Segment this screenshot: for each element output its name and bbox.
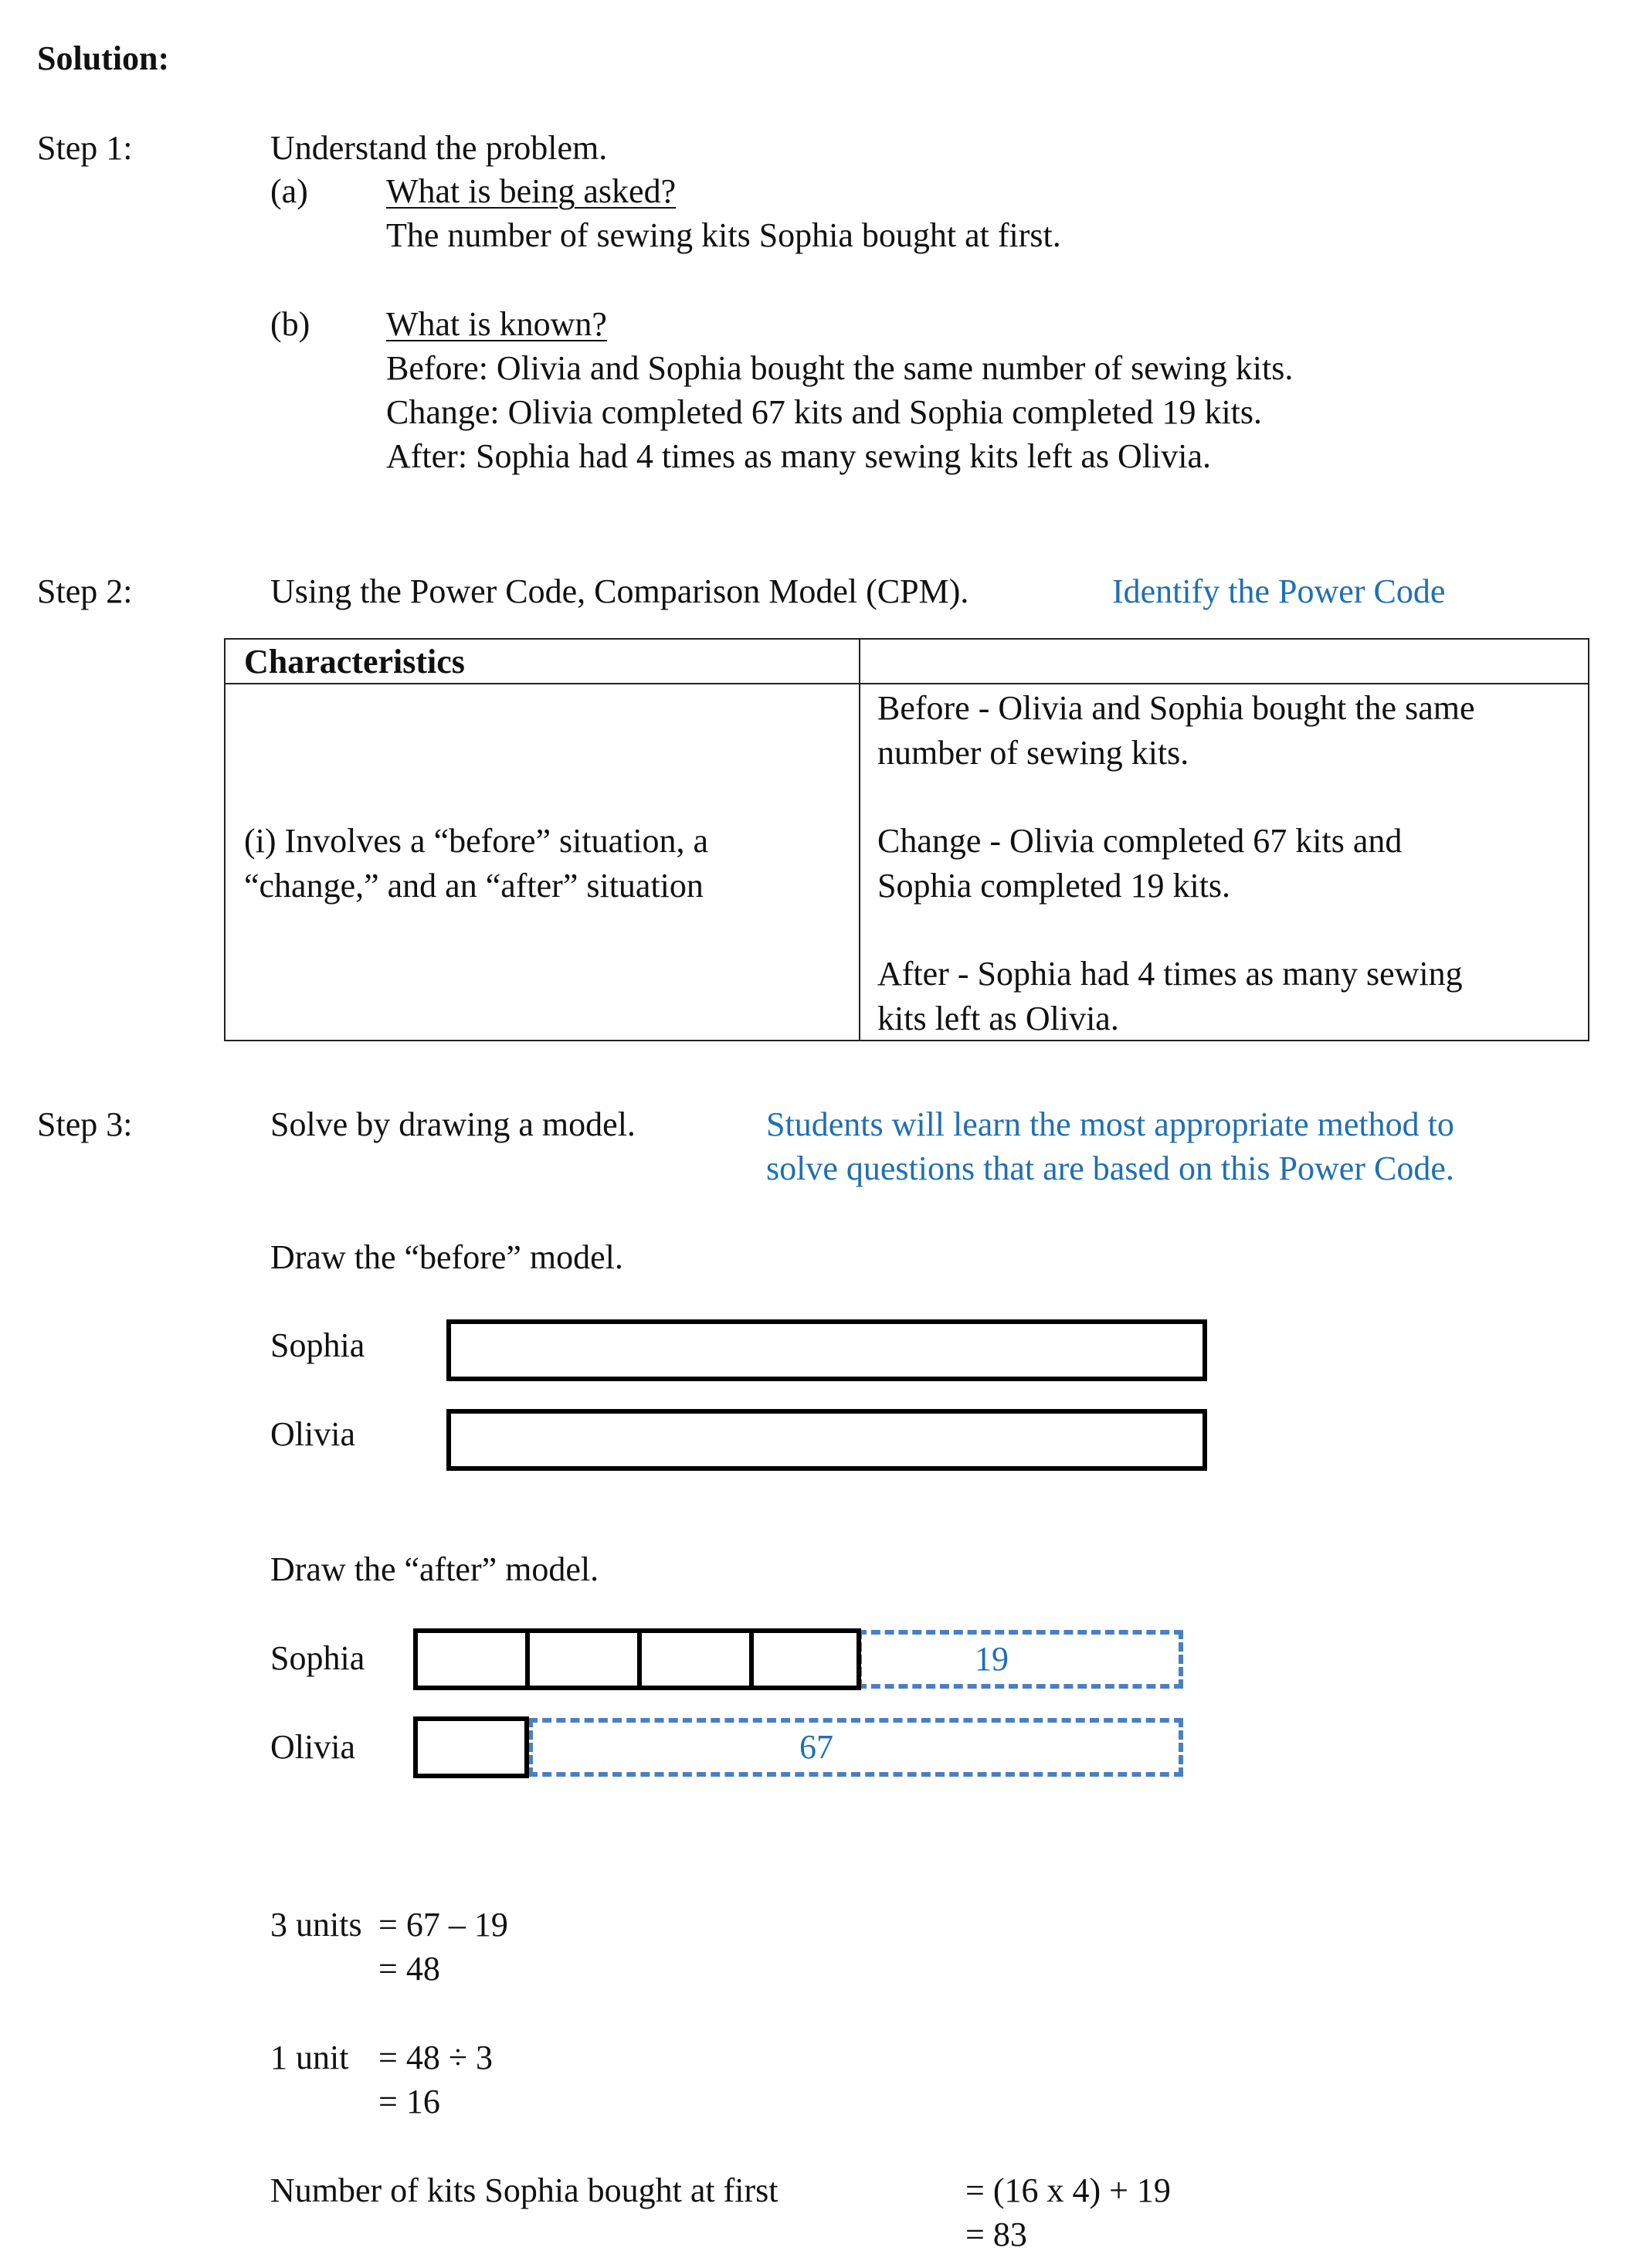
unit-divider [637, 1633, 642, 1686]
before-olivia-bar [446, 1409, 1207, 1471]
step2-label: Step 2: [37, 572, 133, 610]
olivia-unit-bar [413, 1716, 529, 1778]
table-right-change: Change - Olivia completed 67 kits and [877, 822, 1403, 860]
sophia-units-bar [413, 1628, 861, 1690]
after-olivia-label: Olivia [270, 1728, 355, 1766]
step1-a-question: What is being asked? [386, 172, 677, 210]
calc-3units-expr: = 67 – 19 [378, 1906, 508, 1944]
table-right-after: After - Sophia had 4 times as many sewing [877, 955, 1463, 993]
sophia-completed-19-dashed [857, 1630, 1183, 1689]
calc-1unit-label: 1 unit [270, 2039, 349, 2076]
step1-a-marker: (a) [270, 172, 308, 210]
step2-note: Identify the Power Code [1112, 572, 1446, 610]
before-olivia-label: Olivia [270, 1415, 355, 1453]
calc-1unit-result: = 16 [378, 2083, 440, 2120]
table-right-after: kits left as Olivia. [877, 1000, 1119, 1037]
final-answer-expr: = (16 x 4) + 19 [965, 2171, 1171, 2209]
step1-b-line: After: Sophia had 4 times as many sewing kits left as Olivia. [386, 437, 1212, 475]
step3-note: solve questions that are based on this Power Code. [766, 1149, 1454, 1187]
table-left-line: (i) Involves a “before” situation, a [244, 822, 709, 860]
table-header: Characteristics [244, 643, 465, 681]
final-answer-label: Number of kits Sophia bought at first [270, 2171, 778, 2209]
calc-3units-result: = 48 [378, 1950, 440, 1988]
before-sophia-bar [446, 1319, 1207, 1381]
calc-1unit-expr: = 48 ÷ 3 [378, 2039, 493, 2076]
before-model-heading: Draw the “before” model. [270, 1238, 623, 1276]
step1-a-answer: The number of sewing kits Sophia bought at first. [386, 216, 1061, 254]
olivia-completed-67-dashed [528, 1718, 1183, 1777]
step2-text: Using the Power Code, Comparison Model (CPM). [270, 572, 969, 610]
unit-divider [749, 1633, 754, 1686]
table-column-divider [859, 640, 860, 1040]
after-sophia-label: Sophia [270, 1639, 365, 1677]
step1-b-line: Change: Olivia completed 67 kits and Sophia completed 19 kits. [386, 393, 1263, 431]
olivia-extra-label: 67 [799, 1728, 833, 1766]
step3-note: Students will learn the most appropriate method to [766, 1105, 1454, 1143]
step1-b-line: Before: Olivia and Sophia bought the same number of sewing kits. [386, 349, 1294, 387]
table-right-before: Before - Olivia and Sophia bought the same [877, 689, 1475, 727]
before-sophia-label: Sophia [270, 1326, 365, 1364]
table-right-change: Sophia completed 19 kits. [877, 867, 1231, 905]
characteristics-table [224, 638, 1589, 1041]
step1-b-question: What is known? [386, 305, 607, 343]
calc-3units-label: 3 units [270, 1906, 362, 1944]
table-right-before: number of sewing kits. [877, 734, 1189, 772]
step1-b-marker: (b) [270, 305, 310, 343]
unit-divider [525, 1633, 530, 1686]
step1-label: Step 1: [37, 129, 133, 167]
solution-title: Solution: [37, 39, 170, 77]
step1-heading: Understand the problem. [270, 129, 608, 167]
table-left-line: “change,” and an “after” situation [244, 867, 704, 905]
sophia-extra-label: 19 [975, 1640, 1009, 1678]
after-model-heading: Draw the “after” model. [270, 1550, 599, 1588]
step3-text: Solve by drawing a model. [270, 1105, 636, 1143]
step3-label: Step 3: [37, 1105, 133, 1143]
final-answer-result: = 83 [965, 2215, 1027, 2253]
